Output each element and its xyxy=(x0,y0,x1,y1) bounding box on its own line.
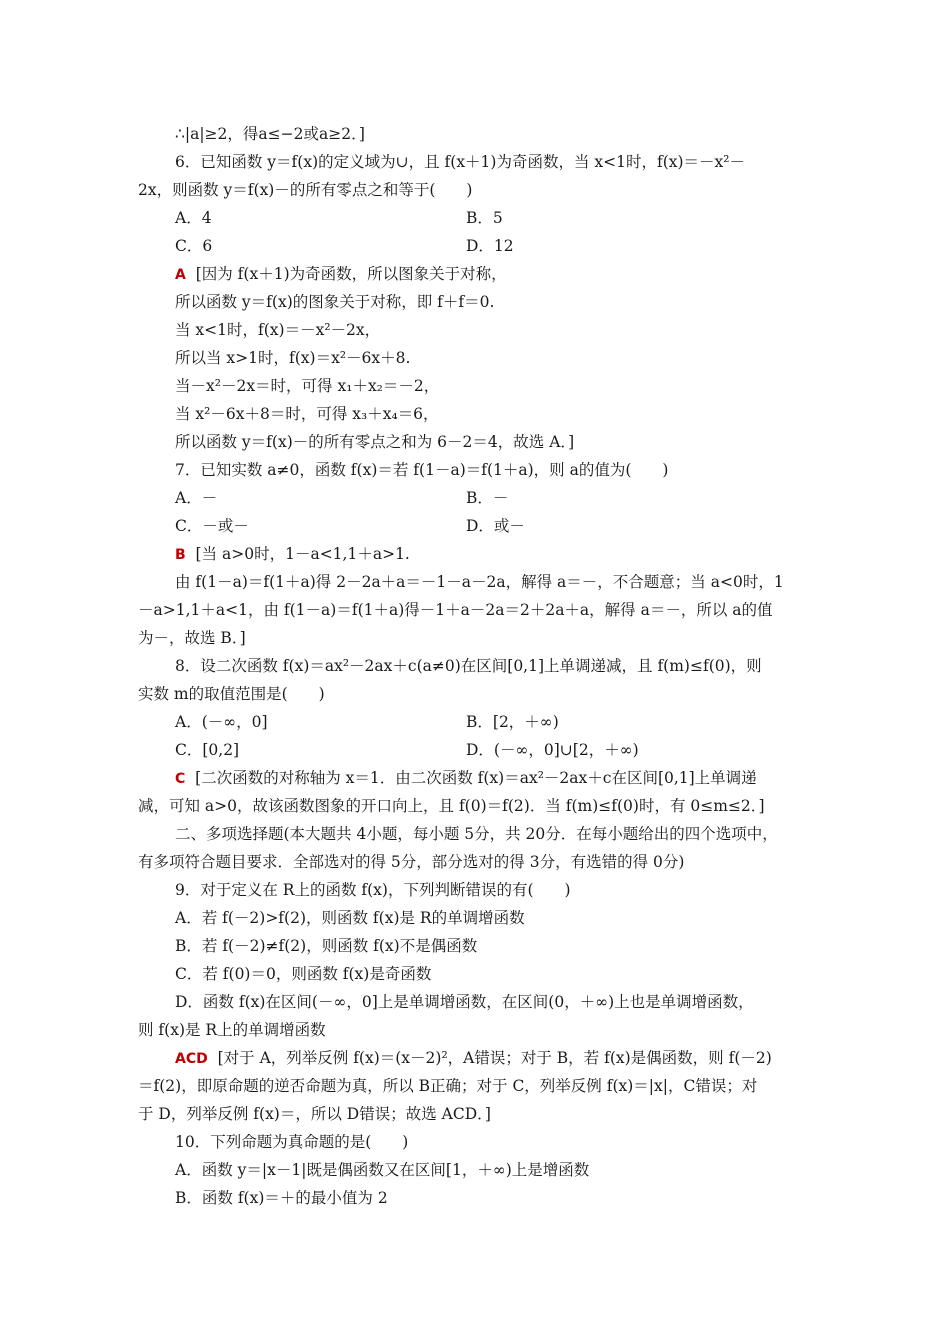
question-6-stem-cont: 2x，则函数 y＝f(x)－的所有零点之和等于( ) xyxy=(138,181,473,199)
q7-option-b: B．－ xyxy=(466,489,509,507)
question-8-stem-cont: 实数 m的取值范围是( ) xyxy=(138,685,325,703)
section-heading: 二、多项选择题(本大题共 4小题，每小题 5分，共 20分．在每小题给出的四个选项中， xyxy=(175,825,778,843)
solution-text: [因为 f(x＋1)为奇函数，所以图象关于对称， xyxy=(195,265,507,283)
question-7-stem: 7．已知实数 a≠0，函数 f(x)＝若 f(1－a)＝f(1＋a)，则 a的值为( ) xyxy=(175,461,669,479)
text-line: ∴|a|≥2，得a≤−2或a≥2．] xyxy=(175,125,365,143)
q7-option-a: A．－ xyxy=(175,489,218,507)
q9-answer-mark: ACD xyxy=(175,1051,208,1067)
q6-option-b: B．5 xyxy=(466,209,503,227)
solution-line: 为－，故选 B．] xyxy=(138,629,246,647)
q7-solution-first-line xyxy=(175,544,410,565)
q8-answer-mark: C xyxy=(175,771,186,787)
q9-option-d: D．函数 f(x)在区间(－∞，0]上是单调增函数，在区间(0，＋∞)上也是单调增函数， xyxy=(175,993,754,1011)
question-9-stem: 9．对于定义在 R上的函数 f(x)，下列判断错误的有( ) xyxy=(175,881,571,899)
q10-option-b: B．函数 f(x)＝＋的最小值为 2 xyxy=(175,1189,388,1207)
solution-line: 所以函数 y＝f(x)－的所有零点之和为 6－2＝4，故选 A．] xyxy=(175,433,575,451)
q7-answer-mark: B xyxy=(175,547,186,563)
solution-line: －a>1,1＋a<1，由 f(1－a)＝f(1＋a)得－1＋a－2a＝2＋2a＋a，解得 a＝－，所以 a的值 xyxy=(138,601,773,619)
solution-line: 当－x²－2x＝时，可得 x₁＋x₂＝－2， xyxy=(175,377,440,395)
q6-solution-first-line xyxy=(175,264,507,285)
q6-option-d: D．12 xyxy=(466,237,514,255)
q9-option-c: C．若 f(0)＝0，则函数 f(x)是奇函数 xyxy=(175,965,432,983)
question-6-stem: 6．已知函数 y＝f(x)的定义域为∪，且 f(x＋1)为奇函数，当 x<1时，f(x)＝－x²－ xyxy=(175,153,746,171)
solution-line: ＝f(2)，即原命题的逆否命题为真，所以 B正确；对于 C，列举反例 f(x)＝|x|，C错误；对 xyxy=(138,1077,758,1095)
solution-line: 当 x<1时，f(x)＝－x²－2x， xyxy=(175,321,381,339)
q9-option-d-cont: 则 f(x)是 R上的单调增函数 xyxy=(138,1021,326,1039)
q8-option-b: B．[2，＋∞) xyxy=(466,713,559,731)
q7-option-c: C．－或－ xyxy=(175,517,249,535)
solution-line: 所以当 x>1时，f(x)＝x²－6x＋8. xyxy=(175,349,411,367)
solution-text: [对于 A，列举反例 f(x)＝(x－2)²，A错误；对于 B，若 f(x)是偶函数，则 f(－2) xyxy=(217,1049,772,1067)
q6-option-c: C．6 xyxy=(175,237,213,255)
section-heading-cont: 有多项符合题目要求．全部选对的得 5分，部分选对的得 3分，有选错的得 0分) xyxy=(138,853,685,871)
question-10-stem: 10．下列命题为真命题的是( ) xyxy=(175,1133,409,1151)
solution-text: [二次函数的对称轴为 x＝1．由二次函数 f(x)＝ax²－2ax＋c在区间[0,1]上单调递 xyxy=(195,769,757,787)
q6-option-a: A．4 xyxy=(175,209,212,227)
q6-answer-mark: A xyxy=(175,267,186,283)
solution-line: 当 x²－6x＋8＝时，可得 x₃＋x₄＝6， xyxy=(175,405,439,423)
q9-solution-first-line xyxy=(175,1048,772,1069)
question-8-stem: 8．设二次函数 f(x)＝ax²－2ax＋c(a≠0)在区间[0,1]上单调递减，且 f(m)≤f(0)，则 xyxy=(175,657,762,675)
solution-text: [当 a>0时，1－a<1,1＋a>1. xyxy=(195,545,410,563)
q9-option-a: A．若 f(－2)>f(2)，则函数 f(x)是 R的单调增函数 xyxy=(175,909,525,927)
q8-option-c: C．[0,2] xyxy=(175,741,240,759)
q10-option-a: A．函数 y＝|x－1|既是偶函数又在区间[1，＋∞)上是增函数 xyxy=(175,1161,590,1179)
q8-option-d: D．(－∞，0]∪[2，＋∞) xyxy=(466,741,639,759)
solution-line: 由 f(1－a)＝f(1＋a)得 2－2a＋a＝－1－a－2a，解得 a＝－，不合题意；当 a<0时，1 xyxy=(175,573,784,591)
solution-line: 于 D，列举反例 f(x)＝，所以 D错误；故选 ACD．] xyxy=(138,1105,491,1123)
q8-option-a: A．(－∞，0] xyxy=(175,713,268,731)
solution-line: 所以函数 y＝f(x)的图象关于对称，即 f＋f＝0. xyxy=(175,293,495,311)
solution-line: 减，可知 a>0，故该函数图象的开口向上，且 f(0)＝f(2)．当 f(m)≤f(0)时，有 0≤m≤2．] xyxy=(138,797,765,815)
q9-option-b: B．若 f(－2)≠f(2)，则函数 f(x)不是偶函数 xyxy=(175,937,478,955)
q7-option-d: D．或－ xyxy=(466,517,525,535)
q8-solution-first-line xyxy=(175,768,757,789)
